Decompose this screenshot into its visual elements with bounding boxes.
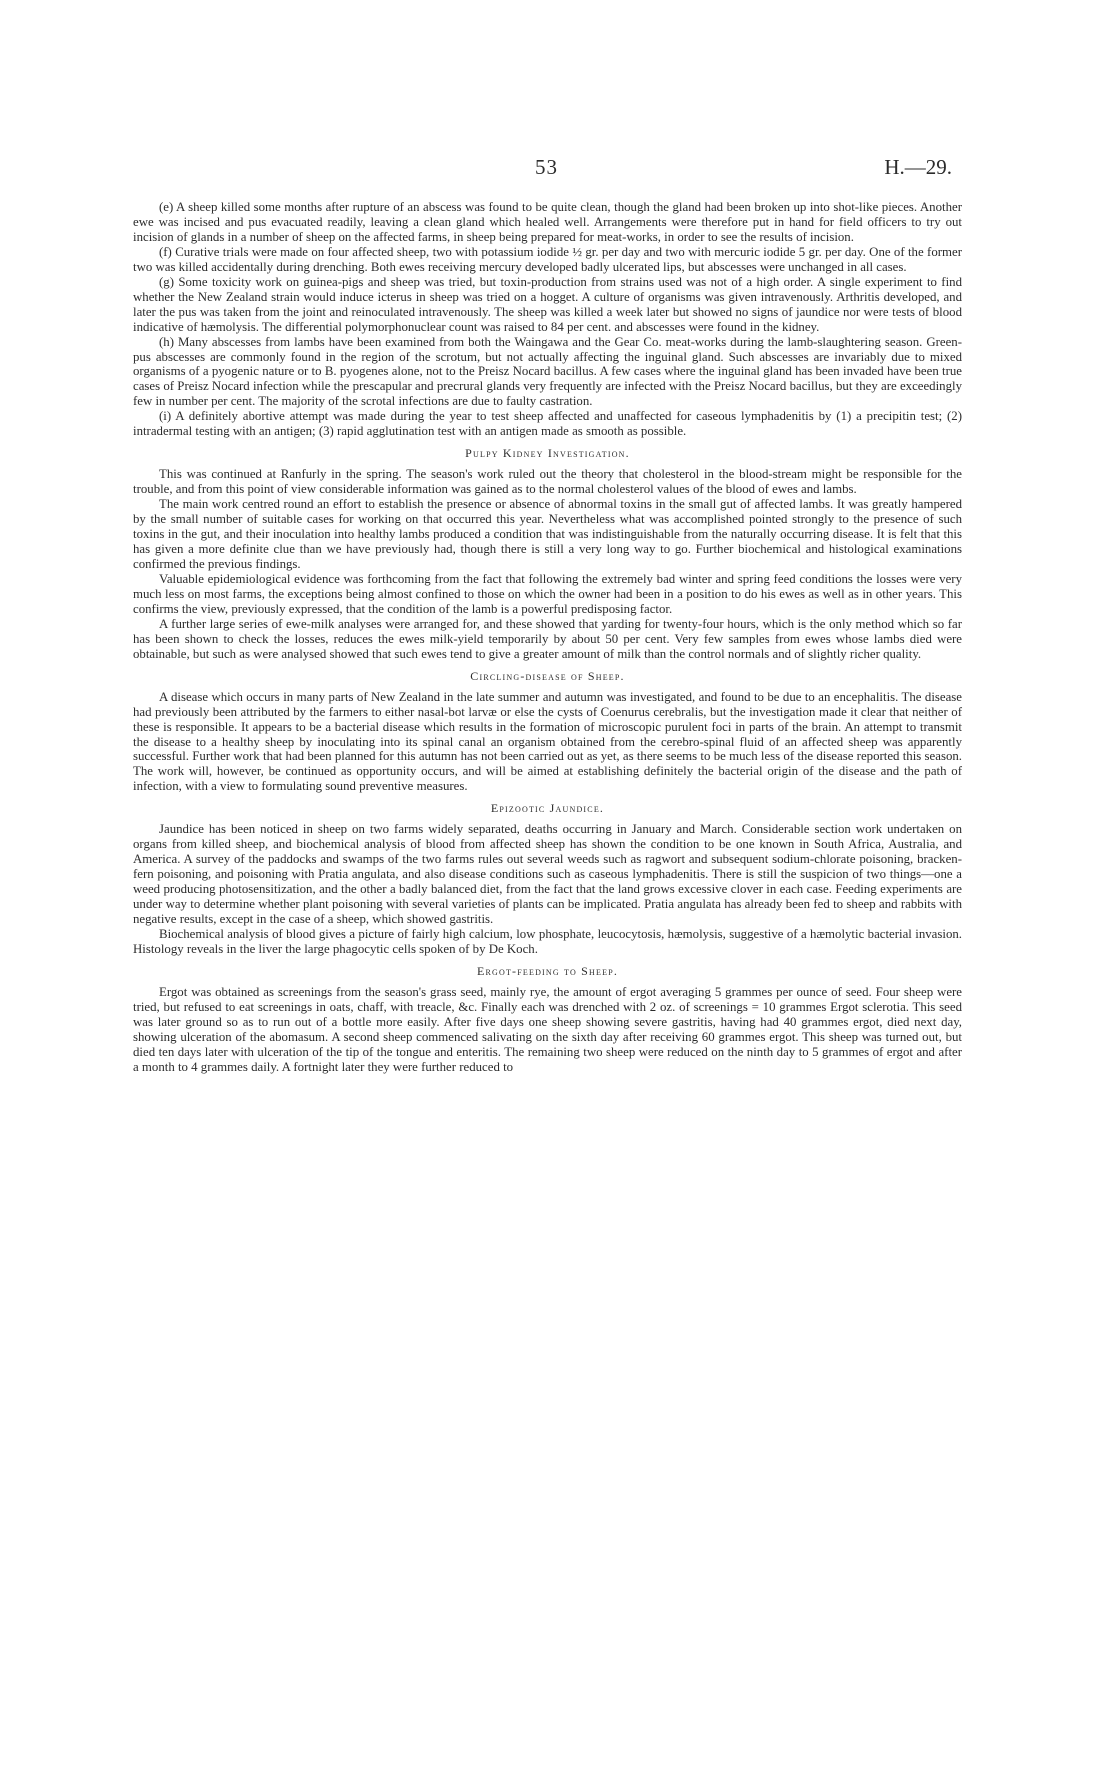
paragraph-f: (f) Curative trials were made on four affected sheep, two with potassium iodide ½ gr. per day and two with mercuric iodide 5 gr. per day. One of the former two was killed accidentally during drenching. Both ewes receiving mercury developed badly ulcerated lips, but abscesses were unchanged in all cases. xyxy=(133,244,962,274)
paragraph-h: (h) Many abscesses from lambs have been examined from both the Waingawa and the Gear Co. meat-works during the lamb-slaughtering season. Green-pus abscesses are commonly found in the region of the scrotum, but not actually affecting the inguinal gland. Such abscesses are invariably due to mixed organisms of a pyogenic nature or to B. pyogenes alone, not to the Preisz Nocard bacillus. A few cases where the inguinal gland has been invaded have been true cases of Preisz Nocard infection while the prescapular and precrural glands very frequently are infected with the Preisz Nocard bacillus, but they are exceedingly few in number per cent. The majority of the scrotal infections are due to faulty castration. xyxy=(133,334,962,409)
section-heading-epizootic-jaundice: Epizootic Jaundice. xyxy=(490,801,605,816)
paragraph-g: (g) Some toxicity work on guinea-pigs and sheep was tried, but toxin-production from strains used was not of a high order. A single experiment to find whether the New Zealand strain would induce icterus in sheep was tried on a hogget. A culture of organisms was given intravenously. Arthritis developed, and later the pus was taken from the joint and reinoculated intravenously. The sheep was killed a week later but showed no signs of jaundice nor were tests of blood indicative of hæmolysis. The differential polymorphonuclear count was raised to 84 per cent. and abscesses were found in the kidney. xyxy=(133,274,962,334)
paragraph-i: (i) A definitely abortive attempt was made during the year to test sheep affected and unaffected for caseous lymphadenitis by (1) a precipitin test; (2) intradermal testing with an antigen; (3) rapid agglutination test with an antigen made as smooth as possible. xyxy=(133,409,962,439)
section-heading-circling-disease: Circling-disease of Sheep. xyxy=(470,668,625,683)
page-number: 53 xyxy=(535,155,558,179)
paragraph: A further large series of ewe-milk analyses were arranged for, and these showed that yarding for twenty-four hours, which is the only method which so far has been shown to check the losses, reduces the ewes milk-yield temporarily by about 50 per cent. Very few samples from ewes whose lambs died were obtainable, but such as were analysed showed that such ewes tend to give a greater amount of milk than the control normals and of slightly richer quality. xyxy=(133,616,962,661)
report-code: H.—29. xyxy=(884,155,952,179)
paragraph-e: (e) A sheep killed some months after rupture of an abscess was found to be quite clean, though the gland had been broken up into shot-like pieces. Another ewe was incised and pus evacuated readily, leaving a clean gland which healed well. Arrangements were therefore put in hand for field officers to try out incision of glands in a number of sheep on the affected farms, in sheep being prepared for meat-works, in order to see the results of incision. xyxy=(133,200,962,244)
paragraph: Valuable epidemiological evidence was forthcoming from the fact that following the extremely bad winter and spring feed conditions the losses were very much less on most farms, the exceptions being almost confined to those on which the owner had been in a position to do his ewes as well as in other years. This confirms the view, previously expressed, that the condition of the lamb is a powerful predisposing factor. xyxy=(133,571,962,616)
paragraph: This was continued at Ranfurly in the spring. The season's work ruled out the theory that cholesterol in the blood-stream might be responsible for the trouble, and from this point of view considerable information was gained as to the normal cholesterol values of the blood of ewes and lambs. xyxy=(133,467,962,497)
paragraph: Biochemical analysis of blood gives a picture of fairly high calcium, low phosphate, leucocytosis, hæmolysis, suggestive of a hæmolytic bacterial invasion. Histology reveals in the liver the large phagocytic cells spoken of by De Koch. xyxy=(133,926,962,956)
paragraph: Jaundice has been noticed in sheep on two farms widely separated, deaths occurring in January and March. Considerable section work undertaken on organs from killed sheep, and biochemical analysis of blood from affected sheep has shown the condition to be one known in South Africa, Australia, and America. A survey of the paddocks and swamps of the two farms rules out several weeds such as ragwort and subsequent sodium-chlorate poisoning, bracken-fern poisoning, and poisoning with Pratia angulata, and also disease conditions such as caseous lymphadenitis. There is still the suspicion of two things—one a weed producing photosensitization, and the other a badly balanced diet, from the fact that the land grows excessive clover in each case. Feeding experiments are under way to determine whether plant poisoning with several varieties of plants can be implicated. Pratia angulata has already been fed to sheep and rabbits with negative results, except in the case of a sheep, which showed gastritis. xyxy=(133,822,962,927)
paragraph: The main work centred round an effort to establish the presence or absence of abnormal toxins in the small gut of affected lambs. It was greatly hampered by the small number of suitable cases for working on that occurred this year. Nevertheless what was accomplished pointed strongly to the presence of such toxins in the gut, and their inoculation into healthy lambs produced a condition that was indistinguishable from the naturally occurring disease. It is felt that this has given a more definite clue than we have previously had, though there is still a very long way to go. Further biochemical and histological examinations confirmed the previous findings. xyxy=(133,497,962,571)
paragraph: Ergot was obtained as screenings from the season's grass seed, mainly rye, the amount of ergot averaging 5 grammes per ounce of seed. Four sheep were tried, but refused to eat screenings in oats, chaff, with treacle, &c. Finally each was drenched with 2 oz. of screenings = 10 grammes Ergot sclerotia. This seed was later ground so as to run out of a bottle more easily. After five days one sheep showing severe gastritis, having had 40 grammes ergot, died next day, showing ulceration of the abomasum. A second sheep commenced salivating on the sixth day after receiving 60 grammes ergot. This sheep was turned out, but died ten days later with ulceration of the tip of the tongue and enteritis. The remaining two sheep were reduced on the ninth day to 5 grammes of ergot and after a month to 4 grammes daily. A fortnight later they were further reduced to xyxy=(133,984,962,1074)
section-heading-ergot-feeding: Ergot-feeding to Sheep. xyxy=(476,963,619,978)
paragraph: A disease which occurs in many parts of New Zealand in the late summer and autumn was investigated, and found to be due to an encephalitis. The disease had previously been attributed by the farmers to either nasal-bot larvæ or else the cysts of Coenurus cerebralis, but the investigation made it clear that neither of these is responsible. It appears to be a bacterial disease which results in the formation of microscopic purulent foci in parts of the brain. An attempt to transmit the disease to a healthy sheep by inoculating into its spinal canal an organism obtained from the cerebro-spinal fluid of an affected sheep was apparently successful. Further work that had been planned for this autumn has not been carried out as yet, as there seems to be much less of the disease reported this season. The work will, however, be continued as opportunity occurs, and will be aimed at establishing definitely the bacterial origin of the disease and the path of infection, with a view to formulating sound preventive measures. xyxy=(133,689,962,794)
document-body xyxy=(133,200,962,1075)
section-heading-pulpy-kidney: Pulpy Kidney Investigation. xyxy=(465,446,630,461)
page-header xyxy=(0,155,1114,185)
